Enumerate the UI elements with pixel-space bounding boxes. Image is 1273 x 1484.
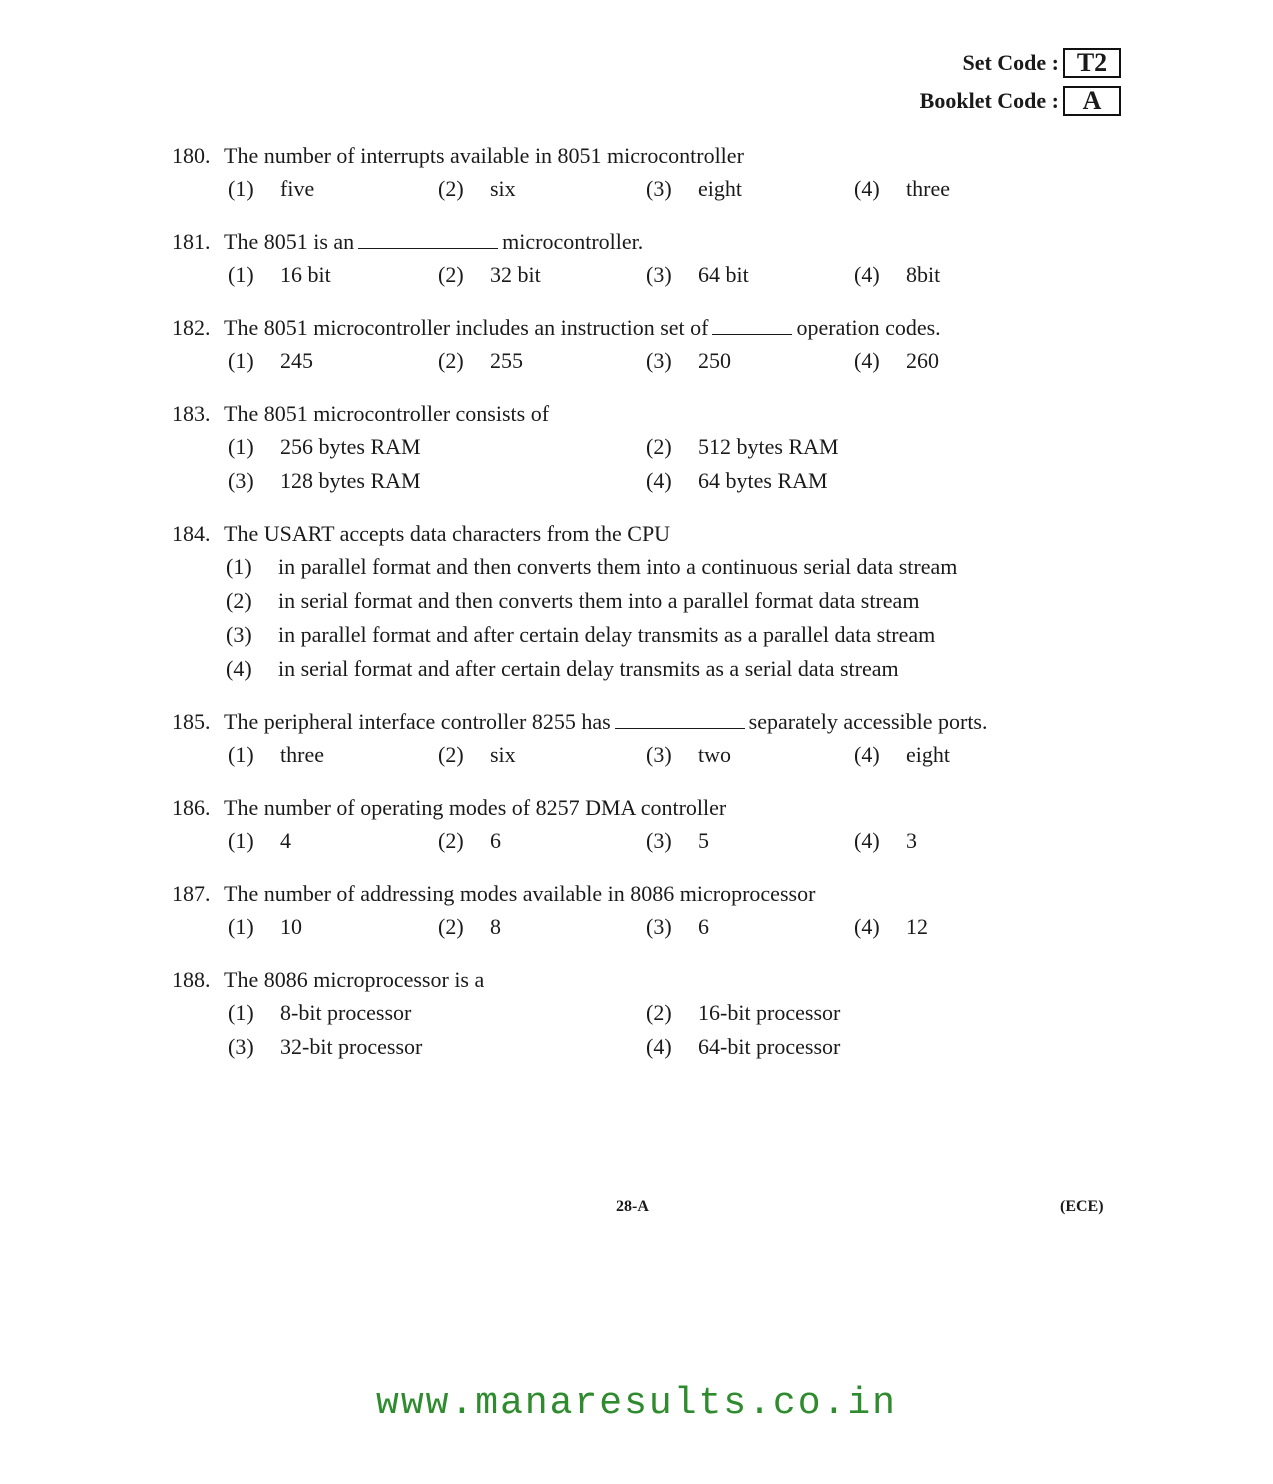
question-number: 183.	[172, 401, 211, 426]
option-text: 32 bit	[490, 262, 541, 287]
set-code-value: T2	[1063, 48, 1121, 78]
booklet-code-row	[821, 82, 1121, 120]
option-number: (3)	[646, 348, 672, 373]
option-text: in parallel format and then converts them into a continuous serial data stream	[278, 554, 958, 579]
option-1	[228, 258, 438, 292]
option-number: (4)	[854, 176, 880, 201]
question-181	[172, 226, 1072, 292]
option-number: (1)	[228, 742, 254, 767]
option-number: (3)	[646, 828, 672, 853]
option-text: three	[280, 742, 324, 767]
option-text: 16 bit	[280, 262, 331, 287]
option-2	[226, 584, 1072, 618]
option-number: (2)	[438, 176, 464, 201]
question-180	[172, 140, 1072, 206]
option-text: 64 bytes RAM	[698, 468, 828, 493]
question-183	[172, 398, 1072, 498]
option-number: (3)	[226, 622, 252, 647]
question-number: 188.	[172, 967, 211, 992]
option-2	[646, 996, 1046, 1030]
option-2	[438, 910, 646, 944]
option-text: 16-bit processor	[698, 1000, 841, 1025]
subject-code: (ECE)	[1060, 1198, 1104, 1215]
question-number: 180.	[172, 143, 211, 168]
page-number: 28-A	[616, 1198, 649, 1215]
question-number: 186.	[172, 795, 211, 820]
option-number: (1)	[228, 828, 254, 853]
option-text: two	[698, 742, 731, 767]
option-text: 8	[490, 914, 501, 939]
option-number: (4)	[854, 742, 880, 767]
option-number: (1)	[226, 554, 252, 579]
option-text: three	[906, 176, 950, 201]
option-text: 260	[906, 348, 939, 373]
question-text: The number of interrupts available in 8051 microcontroller	[224, 143, 744, 168]
question-text: The 8051 microcontroller consists of	[224, 401, 550, 426]
option-3	[228, 464, 646, 498]
option-1	[228, 824, 438, 858]
fill-blank	[615, 708, 745, 729]
option-2	[438, 824, 646, 858]
question-number: 182.	[172, 315, 211, 340]
option-3	[646, 172, 854, 206]
option-text: 512 bytes RAM	[698, 434, 839, 459]
option-number: (1)	[228, 176, 254, 201]
option-3	[646, 824, 854, 858]
option-number: (4)	[854, 348, 880, 373]
option-number: (4)	[854, 828, 880, 853]
option-text: 6	[490, 828, 501, 853]
option-1	[228, 172, 438, 206]
option-text: 32-bit processor	[280, 1034, 423, 1059]
option-number: (2)	[438, 742, 464, 767]
option-4	[854, 172, 1054, 206]
option-text: 128 bytes RAM	[280, 468, 421, 493]
option-number: (2)	[226, 588, 252, 613]
option-text: 3	[906, 828, 917, 853]
option-1	[228, 344, 438, 378]
option-4	[854, 258, 1054, 292]
set-code-label: Set Code :	[962, 50, 1059, 75]
option-2	[646, 430, 1046, 464]
option-number: (1)	[228, 262, 254, 287]
option-text: six	[490, 742, 516, 767]
option-number: (2)	[646, 1000, 672, 1025]
option-4	[854, 738, 1054, 772]
question-182	[172, 312, 1072, 378]
booklet-code-label: Booklet Code :	[919, 88, 1059, 113]
option-number: (4)	[854, 914, 880, 939]
option-text: in parallel format and after certain delay transmits as a parallel data stream	[278, 622, 936, 647]
option-3	[646, 344, 854, 378]
question-text	[224, 226, 1072, 258]
option-text: 250	[698, 348, 731, 373]
option-2	[438, 738, 646, 772]
options	[172, 996, 1072, 1064]
options	[172, 258, 1072, 292]
option-number: (3)	[646, 262, 672, 287]
option-number: (3)	[646, 742, 672, 767]
option-text: 4	[280, 828, 291, 853]
options	[172, 738, 1072, 772]
question-text: The number of addressing modes available in 8086 microprocessor	[224, 881, 816, 906]
option-text: eight	[698, 176, 742, 201]
code-panel	[821, 44, 1121, 120]
question-number: 181.	[172, 229, 211, 254]
options	[172, 344, 1072, 378]
option-number: (3)	[228, 1034, 254, 1059]
question-number: 185.	[172, 709, 211, 734]
option-4	[854, 344, 1054, 378]
question-number: 184.	[172, 521, 211, 546]
option-4	[854, 824, 1054, 858]
option-number: (4)	[646, 1034, 672, 1059]
options	[172, 824, 1072, 858]
option-2	[438, 344, 646, 378]
watermark-url[interactable]: www.manaresults.co.in	[376, 1382, 897, 1425]
question-text: The 8086 microprocessor is a	[224, 967, 485, 992]
option-number: (1)	[228, 348, 254, 373]
option-text: 6	[698, 914, 709, 939]
option-text: in serial format and then converts them into a parallel format data stream	[278, 588, 920, 613]
option-number: (2)	[646, 434, 672, 459]
question-list	[172, 140, 1072, 1084]
question-text: The number of operating modes of 8257 DMA controller	[224, 795, 727, 820]
option-text: six	[490, 176, 516, 201]
options	[172, 430, 1072, 498]
option-text: 8-bit processor	[280, 1000, 412, 1025]
option-number: (2)	[438, 914, 464, 939]
question-text: The USART accepts data characters from the CPU	[224, 521, 671, 546]
stem-after: microcontroller.	[502, 229, 644, 254]
option-text: 245	[280, 348, 313, 373]
option-number: (1)	[228, 914, 254, 939]
option-2	[438, 172, 646, 206]
option-3	[646, 910, 854, 944]
option-number: (2)	[438, 828, 464, 853]
question-number: 187.	[172, 881, 211, 906]
fill-blank	[358, 228, 498, 249]
option-text: eight	[906, 742, 950, 767]
stem-before: The peripheral interface controller 8255 has	[224, 709, 611, 734]
option-1	[228, 738, 438, 772]
option-text: 5	[698, 828, 709, 853]
question-184	[172, 518, 1072, 686]
option-text: 64 bit	[698, 262, 749, 287]
option-1	[228, 996, 646, 1030]
option-1	[226, 550, 1072, 584]
option-3	[226, 618, 1072, 652]
option-1	[228, 430, 646, 464]
option-3	[646, 738, 854, 772]
question-187	[172, 878, 1072, 944]
option-text: 256 bytes RAM	[280, 434, 421, 459]
option-1	[228, 910, 438, 944]
option-number: (3)	[646, 914, 672, 939]
option-text: 255	[490, 348, 523, 373]
option-text: 12	[906, 914, 928, 939]
option-number: (4)	[226, 656, 252, 681]
question-188	[172, 964, 1072, 1064]
option-number: (2)	[438, 262, 464, 287]
option-number: (3)	[228, 468, 254, 493]
stem-before: The 8051 is an	[224, 229, 355, 254]
options	[172, 550, 1072, 686]
option-number: (2)	[438, 348, 464, 373]
option-text: 10	[280, 914, 302, 939]
option-text: 64-bit processor	[698, 1034, 841, 1059]
option-number: (3)	[646, 176, 672, 201]
option-3	[228, 1030, 646, 1064]
option-number: (4)	[854, 262, 880, 287]
option-number: (1)	[228, 1000, 254, 1025]
fill-blank	[712, 314, 792, 335]
question-185	[172, 706, 1072, 772]
option-4	[226, 652, 1072, 686]
option-text: 8bit	[906, 262, 941, 287]
option-number: (1)	[228, 434, 254, 459]
option-text: five	[280, 176, 315, 201]
set-code-row	[821, 44, 1121, 82]
stem-after: separately accessible ports.	[748, 709, 988, 734]
options	[172, 172, 1072, 206]
option-number: (4)	[646, 468, 672, 493]
question-186	[172, 792, 1072, 858]
option-2	[438, 258, 646, 292]
option-4	[854, 910, 1054, 944]
booklet-code-value: A	[1063, 86, 1121, 116]
options	[172, 910, 1072, 944]
option-4	[646, 464, 1046, 498]
stem-after: operation codes.	[796, 315, 941, 340]
option-3	[646, 258, 854, 292]
question-text	[224, 312, 1072, 344]
stem-before: The 8051 microcontroller includes an instruction set of	[224, 315, 709, 340]
option-4	[646, 1030, 1046, 1064]
question-text	[224, 706, 1072, 738]
option-text: in serial format and after certain delay transmits as a serial data stream	[278, 656, 899, 681]
